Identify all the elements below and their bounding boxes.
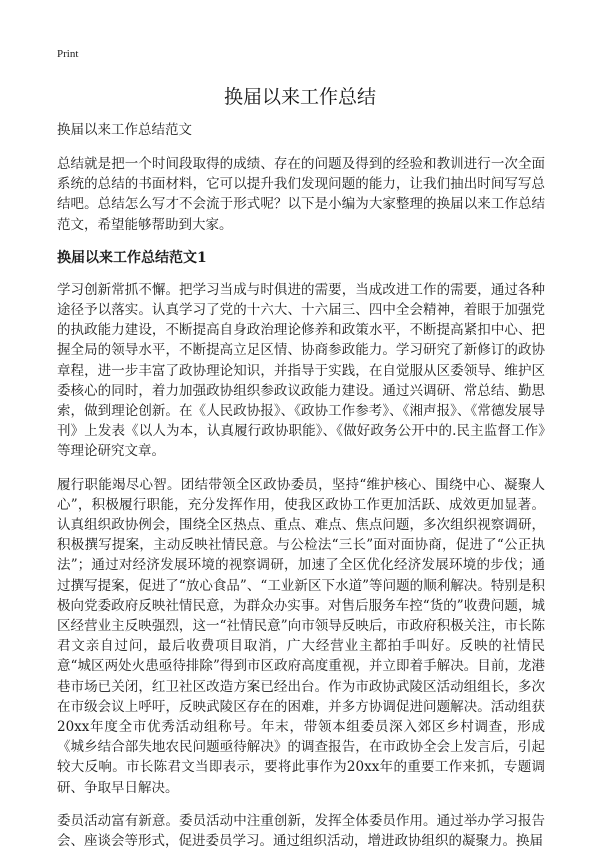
section-heading: 换届以来工作总结范文1 — [57, 249, 207, 266]
print-link[interactable]: Print — [57, 48, 79, 60]
intro-paragraph: 总结就是把一个时间段取得的成绩、存在的问题及得到的经验和教训进行一次全面系统的总结的书面材料，它可以提升我们发现问题的能力，让我们抽出时间写写总结吧。总结怎么写才不会流于形式呢？以下是小编为大家整理的换届以来工作总结范文，希望能够帮助到大家。 — [57, 156, 545, 233]
document-subtitle: 换届以来工作总结范文 — [57, 122, 192, 138]
document-body — [57, 120, 545, 864]
body-paragraph-3: 委员活动富有新意。委员活动中注重创新，发挥全体委员作用。通过举办学习报告会、座谈会等形式，促进委员学习。通过组织活动，增进政协组织的凝聚力。换届 — [57, 812, 545, 850]
body-paragraph-2: 履行职能竭尽心智。团结带领全区政协委员，坚持“维护核心、围绕中心、凝聚人心”，积极履行职能，充分发挥作用，使我区政协工作更加活跃、成效更加显著。认真组织政协例会，围绕全区热点、重点、难点、焦点问题，多次组织视察调研，积极撰写提案，主动反映社情民意。与公检法“三长”面对面协商，促进了“公正执法”；通过对经济发展环境的视察调研，加速了全区优化经济发展环境的步伐；通过撰写提案，促进了“放心食品”、“工业新区下水道”等问题的顺利解决。特别是积极向党委政府反映社情民意，为群众办实事。对售后服务车控“货的”收费问题，城区经营业主反映强烈，这一“社情民意”向市领导反映后，市政府积极关注，市长陈君文亲自过问，最后收费项目取消，广大经营业主都拍手叫好。反映的社情民意“城区两处火患亟待排除”得到市区政府高度重视，并立即着手解决。目前，龙港巷市场已关闭，红卫社区改造方案已经出台。作为市政协武陵区活动组组长，多次在市级会议上呼吁，反映武陵区存在的困难，并多方协调促进问题解决。活动组获20xx年度全市优秀活动组称号。年末，带领本组委员深入郊区乡村调查，形成《城乡结合部失地农民问题亟待解决》的调查报告，在市政协全会上发言后，引起较大反响。市长陈君文当即表示，要将此事作为20xx年的重要工作来抓，专题调研、争取早日解决。 — [57, 476, 545, 796]
page-title: 换届以来工作总结 — [223, 86, 376, 108]
body-paragraph-1: 学习创新常抓不懈。把学习当成与时俱进的需要，当成改进工作的需要，通过各种途径予以落实。认真学习了党的十六大、十六届三、四中全会精神，着眼于加强党的执政能力建设，不断提高自身政治理论修养和政策水平，不断提高紧扣中心、把握全局的领导水平，不断提高立足区情、协商参政能力。学习研究了新修订的政协章程，进一步丰富了政协理论知识，并指导于实践，在自觉服从区委领导、维护区委核心的同时，着力加强政协组织参政议政能力建设。通过兴调研、常总结、勤思索，做到理论创新。在《人民政协报》、《政协工作参考》、《湘声报》、《常德发展导刊》上发表《以人为本，认真履行政协职能》、《做好政务公开中的.民主监督工作》等理论研究文章。 — [57, 281, 545, 460]
